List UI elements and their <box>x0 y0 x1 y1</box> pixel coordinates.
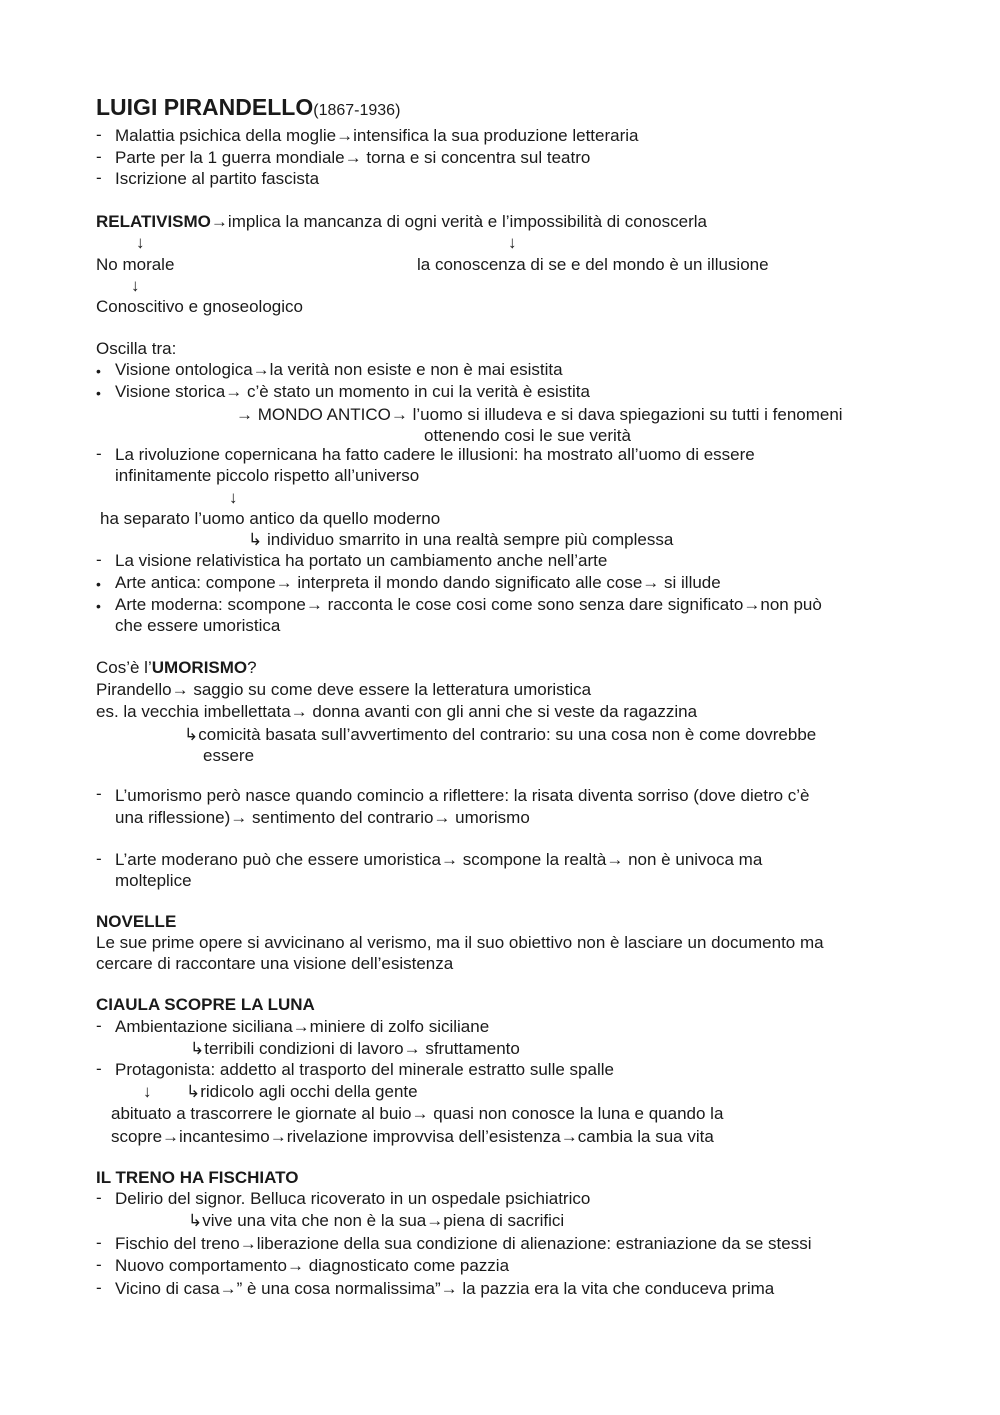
umorismo-point-cont: una riflessione)→ sentimento del contrario→ umorismo <box>115 808 530 827</box>
arte-moderna-line-cont: che essere umoristica <box>115 616 281 635</box>
arrow-down-icon: ↓ <box>143 1082 152 1101</box>
relativismo-label: RELATIVISMO <box>96 212 211 231</box>
umorismo-point-cont: molteplice <box>115 871 192 890</box>
arrow-down-icon: ↓ <box>229 488 238 507</box>
bullet-marker: • <box>96 576 101 592</box>
dash-marker: - <box>96 1188 102 1207</box>
mondo-antico-line-cont: ottenendo cosi le sue verità <box>424 426 631 445</box>
ciaula-line: scopre→incantesimo→rivelazione improvvisa dell’esistenza→cambia la sua vita <box>111 1127 714 1146</box>
dash-marker: - <box>96 1278 102 1297</box>
umorismo-question: Cos’è l’UMORISMO? <box>96 658 257 677</box>
ciaula-subitem: ↳ridicolo agli occhi della gente <box>186 1082 418 1101</box>
arrow-down-icon: ↓ <box>508 233 517 252</box>
individuo-line: ↳ individuo smarrito in una realtà sempre più complessa <box>248 530 674 549</box>
novelle-line: Le sue prime opere si avvicinano al verismo, ma il suo obiettivo non è lasciare un documento ma <box>96 933 824 952</box>
dash-marker: - <box>96 1255 102 1274</box>
umorismo-line-cont: essere <box>203 746 255 765</box>
arrow-down-icon: ↓ <box>136 233 145 252</box>
arrow-down-icon: ↓ <box>131 276 140 295</box>
section-heading-novelle: NOVELLE <box>96 912 177 931</box>
bullet-marker: • <box>96 598 101 614</box>
dash-marker: - <box>96 784 102 803</box>
relativismo-sub: Conoscitivo e gnoseologico <box>96 297 303 316</box>
dash-marker: - <box>96 849 102 868</box>
page-title: LUIGI PIRANDELLO(1867-1936) <box>96 94 401 120</box>
dash-marker: - <box>96 444 102 463</box>
treno-item: Nuovo comportamento→ diagnosticato come pazzia <box>115 1256 510 1275</box>
arte-antica-line: Arte antica: compone→ interpreta il mondo dando significato alle cose→ si illude <box>115 573 721 592</box>
dash-marker: - <box>96 1016 102 1035</box>
ciaula-subitem: ↳terribili condizioni di lavoro→ sfruttamento <box>190 1039 520 1058</box>
bullet-marker: • <box>96 385 101 401</box>
treno-subitem: ↳vive una vita che non è la sua→piena di sacrifici <box>188 1211 565 1230</box>
dash-marker: - <box>96 147 102 166</box>
dash-marker: - <box>96 1059 102 1078</box>
umorismo-line: ↳comicità basata sull’avvertimento del contrario: su una cosa non è come dovrebbe <box>184 725 817 744</box>
treno-item: Fischio del treno→liberazione della sua condizione di alienazione: estraniazione da se stessi <box>115 1234 812 1253</box>
section-heading-ciaula: CIAULA SCOPRE LA LUNA <box>96 995 315 1014</box>
oscilla-item: Visione ontologica→la verità non esiste e non è mai esistita <box>115 360 563 379</box>
oscilla-intro: Oscilla tra: <box>96 339 177 358</box>
oscilla-item: Visione storica→ c’è stato un momento in cui la verità è esistita <box>115 382 590 401</box>
umorismo-line: Pirandello→ saggio su come deve essere la letteratura umoristica <box>96 680 592 699</box>
separazione-line: ha separato l’uomo antico da quello moderno <box>100 509 441 528</box>
dash-marker: - <box>96 125 102 144</box>
umorismo-point: L’umorismo però nasce quando comincio a riflettere: la risata diventa sorriso (dove dietro c’è <box>115 786 810 805</box>
arte-moderna-line: Arte moderna: scompone→ racconta le cose cosi come sono senza dare significato→non può <box>115 595 822 614</box>
ciaula-line: abituato a trascorrere le giornate al buio→ quasi non conosce la luna e quando la <box>111 1104 724 1123</box>
branch-left: No morale <box>96 255 175 274</box>
bio-item: Iscrizione al partito fascista <box>115 169 320 188</box>
dash-marker: - <box>96 168 102 187</box>
bio-item: Malattia psichica della moglie→intensifica la sua produzione letteraria <box>115 126 639 145</box>
umorismo-point: L’arte moderano può che essere umoristica→ scompone la realtà→ non è univoca ma <box>115 850 763 869</box>
mondo-antico-line: → MONDO ANTICO→ l’uomo si illudeva e si dava spiegazioni su tutti i fenomeni <box>236 405 843 424</box>
novelle-line: cercare di raccontare una visione dell’esistenza <box>96 954 454 973</box>
umorismo-line: es. la vecchia imbellettata→ donna avanti con gli anni che si veste da ragazzina <box>96 702 698 721</box>
branch-right: la conoscenza di se e del mondo è un illusione <box>417 255 769 274</box>
rivoluzione-line: La rivoluzione copernicana ha fatto cadere le illusioni: ha mostrato all’uomo di essere <box>115 445 755 464</box>
relativismo-line: RELATIVISMO→implica la mancanza di ogni verità e l’impossibilità di conoscerla <box>96 212 707 231</box>
arte-visione-line: La visione relativistica ha portato un cambiamento anche nell’arte <box>115 551 608 570</box>
bio-item: Parte per la 1 guerra mondiale→ torna e si concentra sul teatro <box>115 148 591 167</box>
ciaula-item: Ambientazione siciliana→miniere di zolfo siciliane <box>115 1017 490 1036</box>
rivoluzione-line-cont: infinitamente piccolo rispetto all’universo <box>115 466 420 485</box>
dash-marker: - <box>96 1233 102 1252</box>
ciaula-item: Protagonista: addetto al trasporto del minerale estratto sulle spalle <box>115 1060 614 1079</box>
treno-item: Vicino di casa→” è una cosa normalissima”→ la pazzia era la vita che conduceva prima <box>115 1279 775 1298</box>
treno-item: Delirio del signor. Belluca ricoverato in un ospedale psichiatrico <box>115 1189 591 1208</box>
section-heading-treno: IL TRENO HA FISCHIATO <box>96 1168 299 1187</box>
bullet-marker: • <box>96 363 101 379</box>
dash-marker: - <box>96 550 102 569</box>
